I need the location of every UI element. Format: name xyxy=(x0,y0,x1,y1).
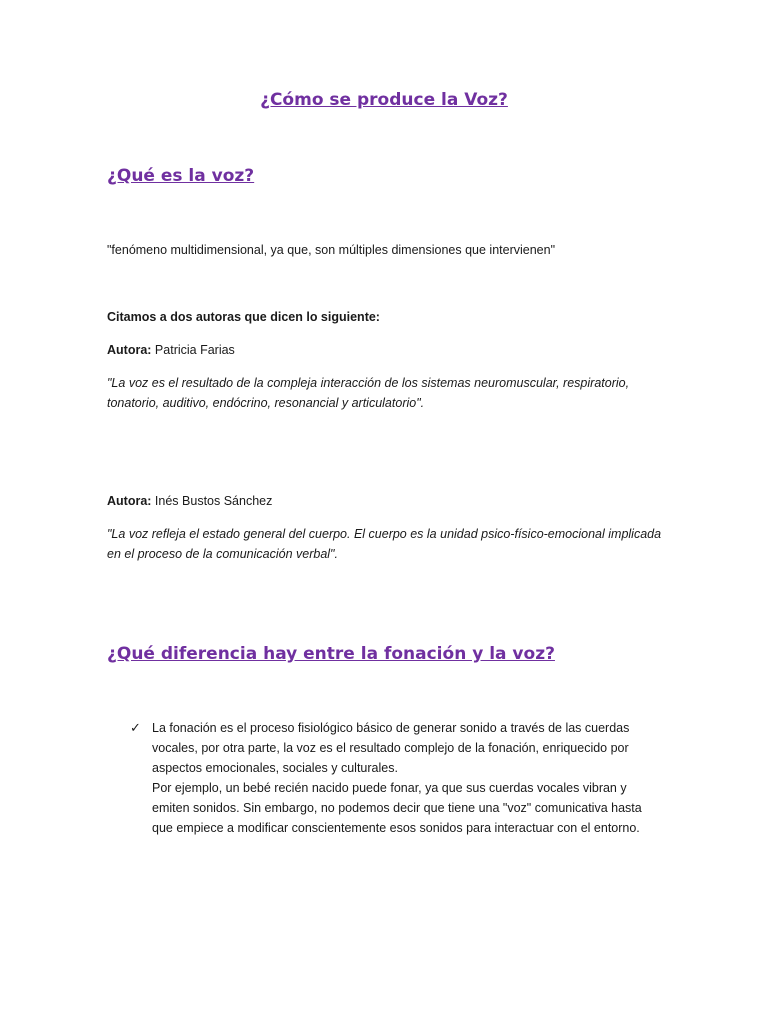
author-label: Autora: xyxy=(107,494,152,508)
author2-quote: "La voz refleja el estado general del cuerpo. El cuerpo es la unidad psico-físico-emocional implicada en el proceso de la comunicación verbal". xyxy=(107,527,662,561)
list-item xyxy=(130,718,660,838)
section-heading-diferencia: ¿Qué diferencia hay entre la fonación y la voz? xyxy=(107,644,555,664)
author1-name: Patricia Farias xyxy=(151,343,235,357)
author-label: Autora: xyxy=(107,343,152,357)
bullet-list xyxy=(130,718,660,838)
document-title: ¿Cómo se produce la Voz? xyxy=(260,90,508,110)
section-heading-que-es-la-voz: ¿Qué es la voz? xyxy=(107,166,255,186)
citation-intro: Citamos a dos autoras que dicen lo siguiente: xyxy=(107,310,380,324)
bullet-text-1: La fonación es el proceso fisiológico básico de generar sonido a través de las cuerdas vocales, por otra parte, la voz es el resultado complejo de la fonación, enriquecido por aspectos emocionales, sociales y culturales. xyxy=(152,721,630,775)
author2-line xyxy=(107,491,667,511)
author2-name: Inés Bustos Sánchez xyxy=(151,494,273,508)
author1-line xyxy=(107,340,667,360)
bullet-text-2: Por ejemplo, un bebé recién nacido puede fonar, ya que sus cuerdas vocales vibran y emiten sonidos. Sin embargo, no podemos decir que tiene una "voz" comunicativa hasta que empiece a modificar conscientemente esos sonidos para interactuar con el entorno. xyxy=(152,781,642,835)
definition-text: "fenómeno multidimensional, ya que, son múltiples dimensiones que intervienen" xyxy=(107,243,556,257)
checkmark-icon: ✓ xyxy=(130,720,141,735)
author1-quote: "La voz es el resultado de la compleja interacción de los sistemas neuromuscular, respiratorio, tonatorio, auditivo, endócrino, resonancial y articulatorio". xyxy=(107,376,630,410)
